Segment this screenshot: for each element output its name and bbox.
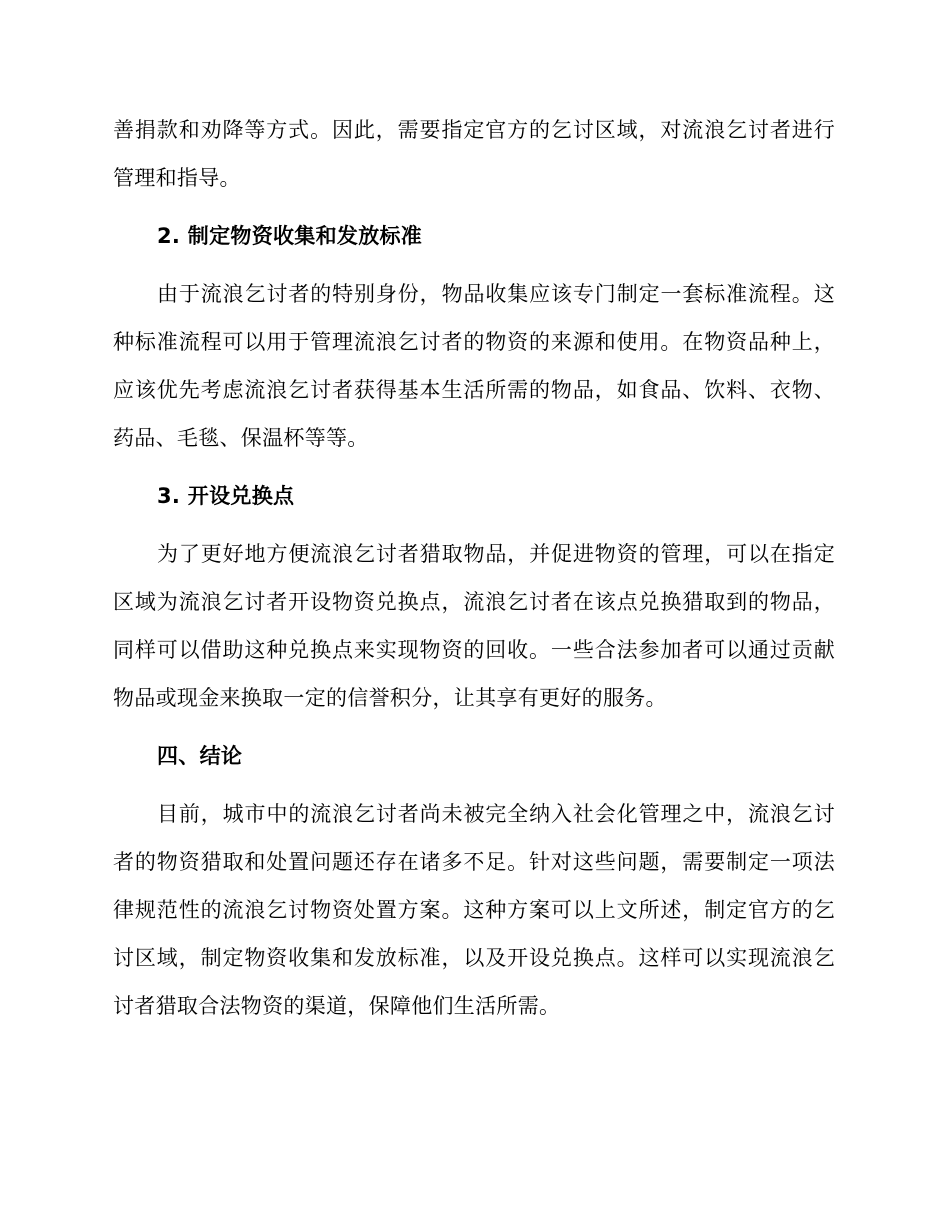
section-heading-3: 3. 开设兑换点 — [157, 484, 295, 508]
section-heading-2: 2. 制定物资收集和发放标准 — [157, 224, 423, 248]
document-body — [113, 106, 835, 1030]
conclusion-heading: 四、结论 — [157, 744, 243, 768]
conclusion-paragraph: 目前，城市中的流浪乞讨者尚未被完全纳入社会化管理之中，流浪乞讨者的物资猎取和处置问题还存在诸多不足。针对这些问题，需要制定一项法律规范性的流浪乞讨物资处置方案。这种方案可以上文所述，制定官方的乞讨区域，制定物资收集和发放标准，以及开设兑换点。这样可以实现流浪乞讨者猎取合法物资的渠道，保障他们生活所需。 — [113, 802, 835, 1018]
section-2-paragraph: 由于流浪乞讨者的特别身份，物品收集应该专门制定一套标准流程。这种标准流程可以用于管理流浪乞讨者的物资的来源和使用。在物资品种上，应该优先考虑流浪乞讨者获得基本生活所需的物品，如食品、饮料、衣物、药品、毛毯、保温杯等等。 — [113, 282, 835, 450]
section-3-paragraph: 为了更好地方便流浪乞讨者猎取物品，并促进物资的管理，可以在指定区域为流浪乞讨者开设物资兑换点，流浪乞讨者在该点兑换猎取到的物品，同样可以借助这种兑换点来实现物资的回收。一些合法参加者可以通过贡献物品或现金来换取一定的信誉积分，让其享有更好的服务。 — [113, 542, 835, 710]
continuation-paragraph: 善捐款和劝降等方式。因此，需要指定官方的乞讨区域，对流浪乞讨者进行管理和指导。 — [113, 118, 835, 190]
